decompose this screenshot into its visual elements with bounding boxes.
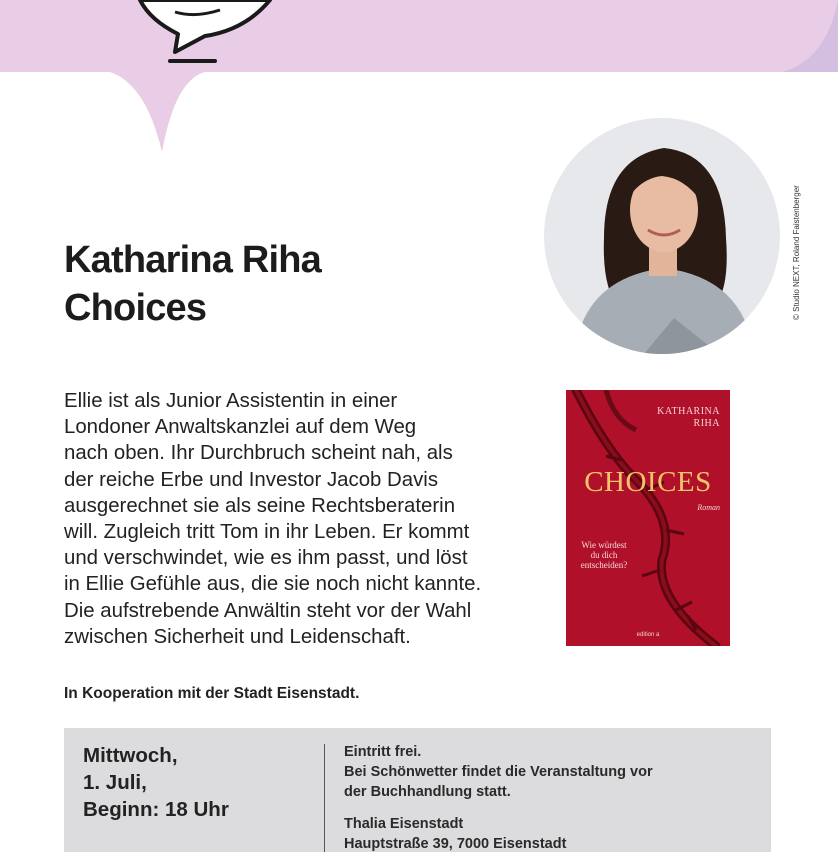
author-portrait (544, 118, 780, 354)
book-blurb (64, 388, 544, 650)
cover-title: CHOICES (584, 466, 712, 498)
blurb-line: Ellie ist als Junior Assistentin in einer (64, 390, 398, 412)
weather-note-line: Bei Schönwetter findet die Veranstaltung vor (344, 764, 653, 780)
blurb-line: und verschwindet, wie es ihm passt, und löst (64, 547, 468, 570)
venue-address: Hauptstraße 39, 7000 Eisenstadt (344, 836, 567, 852)
blurb-line: in Ellie Gefühle aus, die sie noch nicht kannte. (64, 573, 482, 596)
event-time: Beginn: 18 Uhr (83, 798, 229, 821)
venue-name: Thalia Eisenstadt (344, 816, 464, 832)
event-info-box (64, 728, 771, 852)
divider (324, 744, 325, 852)
photo-credit: © Studio NEXT, Roland Faistenberger (792, 185, 801, 320)
entry-note: Eintritt frei. (344, 744, 422, 760)
cover-publisher: edition a (636, 632, 660, 638)
cover-question: Wie würdest du dich entscheiden? (580, 540, 628, 570)
event-date (83, 742, 229, 823)
blurb-line: der reiche Erbe und Investor Jacob Davis (64, 468, 439, 491)
blurb-line: zwischen Sicherheit und Leidenschaft. (64, 625, 411, 648)
blurb-line: nach oben. Ihr Durchbruch scheint nah, als (64, 442, 453, 465)
book-cover (566, 390, 730, 646)
blurb-line: ausgerechnet sie als seine Rechtsberaterin (64, 494, 456, 517)
blurb-line: Die aufstrebende Anwältin steht vor der Wahl (64, 599, 472, 622)
book-title: Choices (64, 287, 207, 329)
blurb-line: Londoner Anwaltskanzlei auf dem Weg (64, 416, 417, 439)
cover-author: KATHARINA RIHA (657, 406, 720, 429)
event-day: Mittwoch, (83, 744, 178, 767)
blurb-line: will. Zugleich tritt Tom in ihr Leben. Er kommt (64, 521, 470, 544)
event-date-value: 1. Juli, (83, 771, 147, 794)
event-details (344, 742, 653, 854)
page-title (64, 236, 321, 332)
cooperation-note: In Kooperation mit der Stadt Eisenstadt. (64, 685, 360, 702)
author-name: Katharina Riha (64, 239, 321, 281)
cover-genre: Roman (697, 503, 720, 512)
weather-note-line: der Buchhandlung statt. (344, 784, 511, 800)
